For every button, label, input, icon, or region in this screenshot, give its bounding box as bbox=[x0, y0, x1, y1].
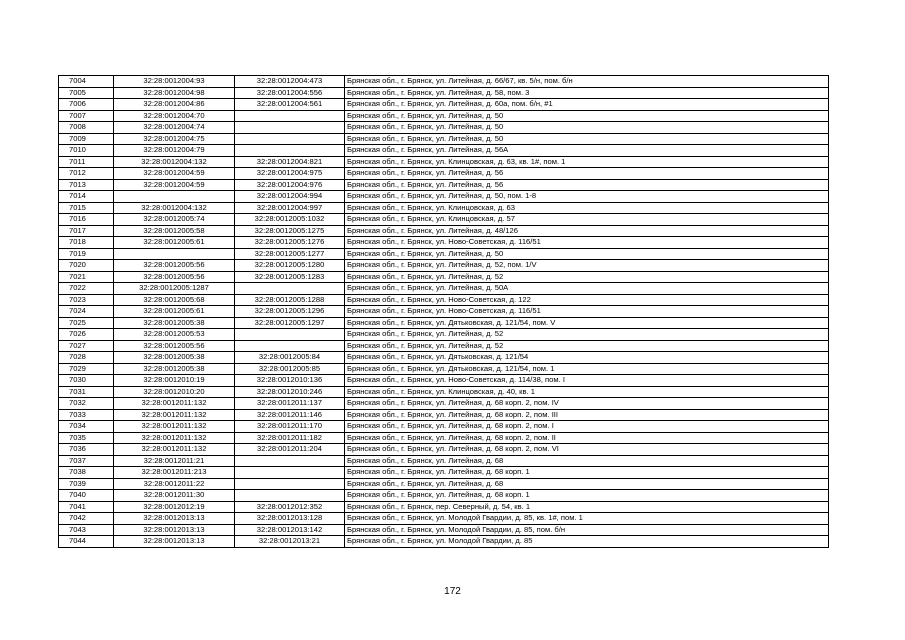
table-row bbox=[59, 501, 829, 513]
object-cadastral-number-cell: 32:28:0012004:994 bbox=[235, 191, 345, 203]
cadastral-number-cell: 32:28:0012013:13 bbox=[114, 524, 235, 536]
table-row bbox=[59, 191, 829, 203]
cadastral-number-cell: 32:28:0012013:13 bbox=[114, 513, 235, 525]
object-cadastral-number-cell: 32:28:0012010:246 bbox=[235, 386, 345, 398]
address-cell: Брянская обл., г. Брянск, ул. Дятьковская, д. 121/54, пом. 1 bbox=[345, 363, 829, 375]
address-cell: Брянская обл., г. Брянск, ул. Литейная, д. 68 корп. 1 bbox=[345, 490, 829, 502]
cadastral-number-cell: 32:28:0012004:59 bbox=[114, 168, 235, 180]
cadastral-number-cell: 32:28:0012004:59 bbox=[114, 179, 235, 191]
address-cell: Брянская обл., г. Брянск, ул. Литейная, д. 52 bbox=[345, 329, 829, 341]
object-cadastral-number-cell bbox=[235, 455, 345, 467]
address-cell: Брянская обл., г. Брянск, ул. Клинцовская, д. 40, кв. 1 bbox=[345, 386, 829, 398]
row-number-cell: 7021 bbox=[59, 271, 114, 283]
object-cadastral-number-cell bbox=[235, 467, 345, 479]
object-cadastral-number-cell: 32:28:0012005:1297 bbox=[235, 317, 345, 329]
object-cadastral-number-cell: 32:28:0012013:128 bbox=[235, 513, 345, 525]
row-number-cell: 7042 bbox=[59, 513, 114, 525]
object-cadastral-number-cell: 32:28:0012010:136 bbox=[235, 375, 345, 387]
row-number-cell: 7014 bbox=[59, 191, 114, 203]
row-number-cell: 7004 bbox=[59, 76, 114, 88]
cadastral-number-cell: 32:28:0012012:19 bbox=[114, 501, 235, 513]
table-row bbox=[59, 363, 829, 375]
cadastral-number-cell bbox=[114, 191, 235, 203]
address-cell: Брянская обл., г. Брянск, ул. Литейная, д. 56 bbox=[345, 168, 829, 180]
address-cell: Брянская обл., г. Брянск, ул. Литейная, д. 56А bbox=[345, 145, 829, 157]
cadastral-number-cell: 32:28:0012005:38 bbox=[114, 352, 235, 364]
object-cadastral-number-cell: 32:28:0012005:1275 bbox=[235, 225, 345, 237]
object-cadastral-number-cell: 32:28:0012004:473 bbox=[235, 76, 345, 88]
table-row bbox=[59, 248, 829, 260]
table-row bbox=[59, 156, 829, 168]
cadastral-number-cell: 32:28:0012010:20 bbox=[114, 386, 235, 398]
row-number-cell: 7022 bbox=[59, 283, 114, 295]
row-number-cell: 7038 bbox=[59, 467, 114, 479]
row-number-cell: 7006 bbox=[59, 99, 114, 111]
address-cell: Брянская обл., г. Брянск, ул. Литейная, д. 60а, пом. б/н, #1 bbox=[345, 99, 829, 111]
object-cadastral-number-cell: 32:28:0012011:146 bbox=[235, 409, 345, 421]
address-cell: Брянская обл., г. Брянск, ул. Литейная, д. 50 bbox=[345, 122, 829, 134]
address-cell: Брянская обл., г. Брянск, ул. Литейная, д. 50 bbox=[345, 110, 829, 122]
table-row bbox=[59, 225, 829, 237]
address-cell: Брянская обл., г. Брянск, ул. Клинцовская, д. 63 bbox=[345, 202, 829, 214]
address-cell: Брянская обл., г. Брянск, ул. Ново-Советская, д. 114/38, пом. I bbox=[345, 375, 829, 387]
table-row bbox=[59, 87, 829, 99]
table-row bbox=[59, 237, 829, 249]
cadastral-number-cell: 32:28:0012011:132 bbox=[114, 432, 235, 444]
cadastral-number-cell: 32:28:0012004:75 bbox=[114, 133, 235, 145]
row-number-cell: 7007 bbox=[59, 110, 114, 122]
cadastral-number-cell: 32:28:0012011:132 bbox=[114, 444, 235, 456]
cadastral-number-cell: 32:28:0012005:74 bbox=[114, 214, 235, 226]
address-cell: Брянская обл., г. Брянск, ул. Литейная, д. 68 bbox=[345, 455, 829, 467]
row-number-cell: 7032 bbox=[59, 398, 114, 410]
row-number-cell: 7037 bbox=[59, 455, 114, 467]
cadastral-number-cell: 32:28:0012004:98 bbox=[114, 87, 235, 99]
object-cadastral-number-cell: 32:28:0012011:170 bbox=[235, 421, 345, 433]
cadastral-number-cell: 32:28:0012005:56 bbox=[114, 271, 235, 283]
address-cell: Брянская обл., г. Брянск, ул. Литейная, д. 68 корп. 1 bbox=[345, 467, 829, 479]
row-number-cell: 7005 bbox=[59, 87, 114, 99]
object-cadastral-number-cell bbox=[235, 490, 345, 502]
row-number-cell: 7043 bbox=[59, 524, 114, 536]
table-row bbox=[59, 260, 829, 272]
cadastral-number-cell: 32:28:0012011:213 bbox=[114, 467, 235, 479]
cadastral-number-cell: 32:28:0012011:22 bbox=[114, 478, 235, 490]
cadastral-number-cell: 32:28:0012011:132 bbox=[114, 398, 235, 410]
cadastral-number-cell: 32:28:0012004:132 bbox=[114, 202, 235, 214]
address-cell: Брянская обл., г. Брянск, ул. Дятьковская, д. 121/54, пом. V bbox=[345, 317, 829, 329]
table-row bbox=[59, 283, 829, 295]
cadastral-number-cell bbox=[114, 248, 235, 260]
table-row bbox=[59, 524, 829, 536]
object-cadastral-number-cell: 32:28:0012011:137 bbox=[235, 398, 345, 410]
table-row bbox=[59, 536, 829, 548]
object-cadastral-number-cell: 32:28:0012005:84 bbox=[235, 352, 345, 364]
table-row bbox=[59, 271, 829, 283]
row-number-cell: 7025 bbox=[59, 317, 114, 329]
row-number-cell: 7031 bbox=[59, 386, 114, 398]
object-cadastral-number-cell: 32:28:0012005:1277 bbox=[235, 248, 345, 260]
object-cadastral-number-cell: 32:28:0012005:1276 bbox=[235, 237, 345, 249]
object-cadastral-number-cell bbox=[235, 283, 345, 295]
cadastral-number-cell: 32:28:0012013:13 bbox=[114, 536, 235, 548]
table-row bbox=[59, 110, 829, 122]
row-number-cell: 7024 bbox=[59, 306, 114, 318]
address-cell: Брянская обл., г. Брянск, ул. Литейная, д. 68 корп. 2, пом. III bbox=[345, 409, 829, 421]
address-cell: Брянская обл., г. Брянск, ул. Литейная, д. 50 bbox=[345, 133, 829, 145]
row-number-cell: 7040 bbox=[59, 490, 114, 502]
address-cell: Брянская обл., г. Брянск, ул. Молодой Гвардии, д. 85, пом. б/н bbox=[345, 524, 829, 536]
row-number-cell: 7030 bbox=[59, 375, 114, 387]
cadastral-number-cell: 32:28:0012010:19 bbox=[114, 375, 235, 387]
address-cell: Брянская обл., г. Брянск, ул. Литейная, д. 50А bbox=[345, 283, 829, 295]
table-row bbox=[59, 122, 829, 134]
cadastral-number-cell: 32:28:0012005:38 bbox=[114, 317, 235, 329]
table-row bbox=[59, 432, 829, 444]
row-number-cell: 7017 bbox=[59, 225, 114, 237]
row-number-cell: 7035 bbox=[59, 432, 114, 444]
row-number-cell: 7015 bbox=[59, 202, 114, 214]
address-cell: Брянская обл., г. Брянск, ул. Литейная, д. 58, пом. 3 bbox=[345, 87, 829, 99]
object-cadastral-number-cell: 32:28:0012012:352 bbox=[235, 501, 345, 513]
row-number-cell: 7044 bbox=[59, 536, 114, 548]
cadastral-number-cell: 32:28:0012004:79 bbox=[114, 145, 235, 157]
table-row bbox=[59, 317, 829, 329]
table-row bbox=[59, 513, 829, 525]
table-row bbox=[59, 202, 829, 214]
table-row bbox=[59, 490, 829, 502]
address-cell: Брянская обл., г. Брянск, ул. Ново-Советская, д. 122 bbox=[345, 294, 829, 306]
page-number: 172 bbox=[444, 586, 461, 597]
object-cadastral-number-cell: 32:28:0012004:975 bbox=[235, 168, 345, 180]
table-row bbox=[59, 386, 829, 398]
object-cadastral-number-cell: 32:28:0012005:1280 bbox=[235, 260, 345, 272]
object-cadastral-number-cell bbox=[235, 110, 345, 122]
registry-table-body bbox=[59, 76, 829, 548]
address-cell: Брянская обл., г. Брянск, ул. Литейная, д. 68 корп. 2, пом. IV bbox=[345, 398, 829, 410]
object-cadastral-number-cell: 32:28:0012011:204 bbox=[235, 444, 345, 456]
cadastral-number-cell: 32:28:0012005:53 bbox=[114, 329, 235, 341]
row-number-cell: 7029 bbox=[59, 363, 114, 375]
object-cadastral-number-cell: 32:28:0012004:821 bbox=[235, 156, 345, 168]
row-number-cell: 7011 bbox=[59, 156, 114, 168]
address-cell: Брянская обл., г. Брянск, ул. Клинцовская, д. 57 bbox=[345, 214, 829, 226]
object-cadastral-number-cell: 32:28:0012011:182 bbox=[235, 432, 345, 444]
object-cadastral-number-cell: 32:28:0012005:1288 bbox=[235, 294, 345, 306]
row-number-cell: 7018 bbox=[59, 237, 114, 249]
table-row bbox=[59, 99, 829, 111]
table-row bbox=[59, 409, 829, 421]
table-row bbox=[59, 306, 829, 318]
table-row bbox=[59, 329, 829, 341]
object-cadastral-number-cell bbox=[235, 145, 345, 157]
row-number-cell: 7026 bbox=[59, 329, 114, 341]
row-number-cell: 7012 bbox=[59, 168, 114, 180]
address-cell: Брянская обл., г. Брянск, ул. Дятьковская, д. 121/54 bbox=[345, 352, 829, 364]
cadastral-number-cell: 32:28:0012005:1287 bbox=[114, 283, 235, 295]
object-cadastral-number-cell bbox=[235, 133, 345, 145]
object-cadastral-number-cell: 32:28:0012013:21 bbox=[235, 536, 345, 548]
row-number-cell: 7010 bbox=[59, 145, 114, 157]
address-cell: Брянская обл., г. Брянск, ул. Литейная, д. 68 корп. 2, пом. II bbox=[345, 432, 829, 444]
row-number-cell: 7041 bbox=[59, 501, 114, 513]
object-cadastral-number-cell bbox=[235, 122, 345, 134]
address-cell: Брянская обл., г. Брянск, ул. Литейная, д. 50, пом. 1-8 bbox=[345, 191, 829, 203]
address-cell: Брянская обл., г. Брянск, ул. Литейная, д. 48/126 bbox=[345, 225, 829, 237]
cadastral-number-cell: 32:28:0012005:61 bbox=[114, 237, 235, 249]
table-row bbox=[59, 179, 829, 191]
table-row bbox=[59, 352, 829, 364]
object-cadastral-number-cell: 32:28:0012005:1032 bbox=[235, 214, 345, 226]
table-row bbox=[59, 133, 829, 145]
row-number-cell: 7039 bbox=[59, 478, 114, 490]
table-row bbox=[59, 467, 829, 479]
address-cell: Брянская обл., г. Брянск, ул. Молодой Гвардии, д. 85 bbox=[345, 536, 829, 548]
object-cadastral-number-cell bbox=[235, 340, 345, 352]
address-cell: Брянская обл., г. Брянск, ул. Ново-Советская, д. 116/51 bbox=[345, 237, 829, 249]
table-row bbox=[59, 444, 829, 456]
row-number-cell: 7008 bbox=[59, 122, 114, 134]
cadastral-number-cell: 32:28:0012011:132 bbox=[114, 421, 235, 433]
object-cadastral-number-cell: 32:28:0012005:85 bbox=[235, 363, 345, 375]
address-cell: Брянская обл., г. Брянск, ул. Литейная, д. 68 корп. 2, пом. VI bbox=[345, 444, 829, 456]
address-cell: Брянская обл., г. Брянск, ул. Литейная, д. 52 bbox=[345, 340, 829, 352]
row-number-cell: 7033 bbox=[59, 409, 114, 421]
cadastral-number-cell: 32:28:0012005:56 bbox=[114, 260, 235, 272]
address-cell: Брянская обл., г. Брянск, пер. Северный, д. 54, кв. 1 bbox=[345, 501, 829, 513]
cadastral-number-cell: 32:28:0012005:56 bbox=[114, 340, 235, 352]
address-cell: Брянская обл., г. Брянск, ул. Литейная, д. 68 корп. 2, пом. I bbox=[345, 421, 829, 433]
row-number-cell: 7013 bbox=[59, 179, 114, 191]
table-row bbox=[59, 340, 829, 352]
cadastral-number-cell: 32:28:0012004:86 bbox=[114, 99, 235, 111]
cadastral-number-cell: 32:28:0012011:30 bbox=[114, 490, 235, 502]
cadastral-number-cell: 32:28:0012004:132 bbox=[114, 156, 235, 168]
object-cadastral-number-cell: 32:28:0012004:556 bbox=[235, 87, 345, 99]
table-row bbox=[59, 168, 829, 180]
cadastral-number-cell: 32:28:0012004:70 bbox=[114, 110, 235, 122]
row-number-cell: 7036 bbox=[59, 444, 114, 456]
object-cadastral-number-cell: 32:28:0012005:1283 bbox=[235, 271, 345, 283]
address-cell: Брянская обл., г. Брянск, ул. Литейная, д. 56 bbox=[345, 179, 829, 191]
cadastral-number-cell: 32:28:0012011:21 bbox=[114, 455, 235, 467]
table-row bbox=[59, 375, 829, 387]
table-row bbox=[59, 455, 829, 467]
row-number-cell: 7027 bbox=[59, 340, 114, 352]
cadastral-number-cell: 32:28:0012005:38 bbox=[114, 363, 235, 375]
cadastral-number-cell: 32:28:0012005:68 bbox=[114, 294, 235, 306]
object-cadastral-number-cell: 32:28:0012004:561 bbox=[235, 99, 345, 111]
address-cell: Брянская обл., г. Брянск, ул. Клинцовская, д. 63, кв. 1#, пом. 1 bbox=[345, 156, 829, 168]
cadastral-number-cell: 32:28:0012004:74 bbox=[114, 122, 235, 134]
object-cadastral-number-cell bbox=[235, 478, 345, 490]
address-cell: Брянская обл., г. Брянск, ул. Литейная, д. 52, пом. 1/V bbox=[345, 260, 829, 272]
address-cell: Брянская обл., г. Брянск, ул. Литейная, д. 52 bbox=[345, 271, 829, 283]
object-cadastral-number-cell: 32:28:0012013:142 bbox=[235, 524, 345, 536]
cadastral-number-cell: 32:28:0012005:58 bbox=[114, 225, 235, 237]
row-number-cell: 7016 bbox=[59, 214, 114, 226]
address-cell: Брянская обл., г. Брянск, ул. Ново-Советская, д. 116/51 bbox=[345, 306, 829, 318]
table-row bbox=[59, 214, 829, 226]
address-cell: Брянская обл., г. Брянск, ул. Молодой Гвардии, д. 85, кв. 1#, пом. 1 bbox=[345, 513, 829, 525]
row-number-cell: 7009 bbox=[59, 133, 114, 145]
table-row bbox=[59, 76, 829, 88]
table-row bbox=[59, 398, 829, 410]
table-row bbox=[59, 294, 829, 306]
object-cadastral-number-cell: 32:28:0012004:997 bbox=[235, 202, 345, 214]
object-cadastral-number-cell: 32:28:0012004:976 bbox=[235, 179, 345, 191]
registry-table bbox=[58, 75, 829, 548]
address-cell: Брянская обл., г. Брянск, ул. Литейная, д. 68 bbox=[345, 478, 829, 490]
row-number-cell: 7028 bbox=[59, 352, 114, 364]
address-cell: Брянская обл., г. Брянск, ул. Литейная, д. 50 bbox=[345, 248, 829, 260]
cadastral-number-cell: 32:28:0012011:132 bbox=[114, 409, 235, 421]
table-row bbox=[59, 421, 829, 433]
object-cadastral-number-cell bbox=[235, 329, 345, 341]
row-number-cell: 7023 bbox=[59, 294, 114, 306]
address-cell: Брянская обл., г. Брянск, ул. Литейная, д. 66/67, кв. 5/н, пом. б/н bbox=[345, 76, 829, 88]
row-number-cell: 7020 bbox=[59, 260, 114, 272]
table-row bbox=[59, 478, 829, 490]
object-cadastral-number-cell: 32:28:0012005:1296 bbox=[235, 306, 345, 318]
row-number-cell: 7019 bbox=[59, 248, 114, 260]
cadastral-number-cell: 32:28:0012005:61 bbox=[114, 306, 235, 318]
table-row bbox=[59, 145, 829, 157]
row-number-cell: 7034 bbox=[59, 421, 114, 433]
cadastral-number-cell: 32:28:0012004:93 bbox=[114, 76, 235, 88]
